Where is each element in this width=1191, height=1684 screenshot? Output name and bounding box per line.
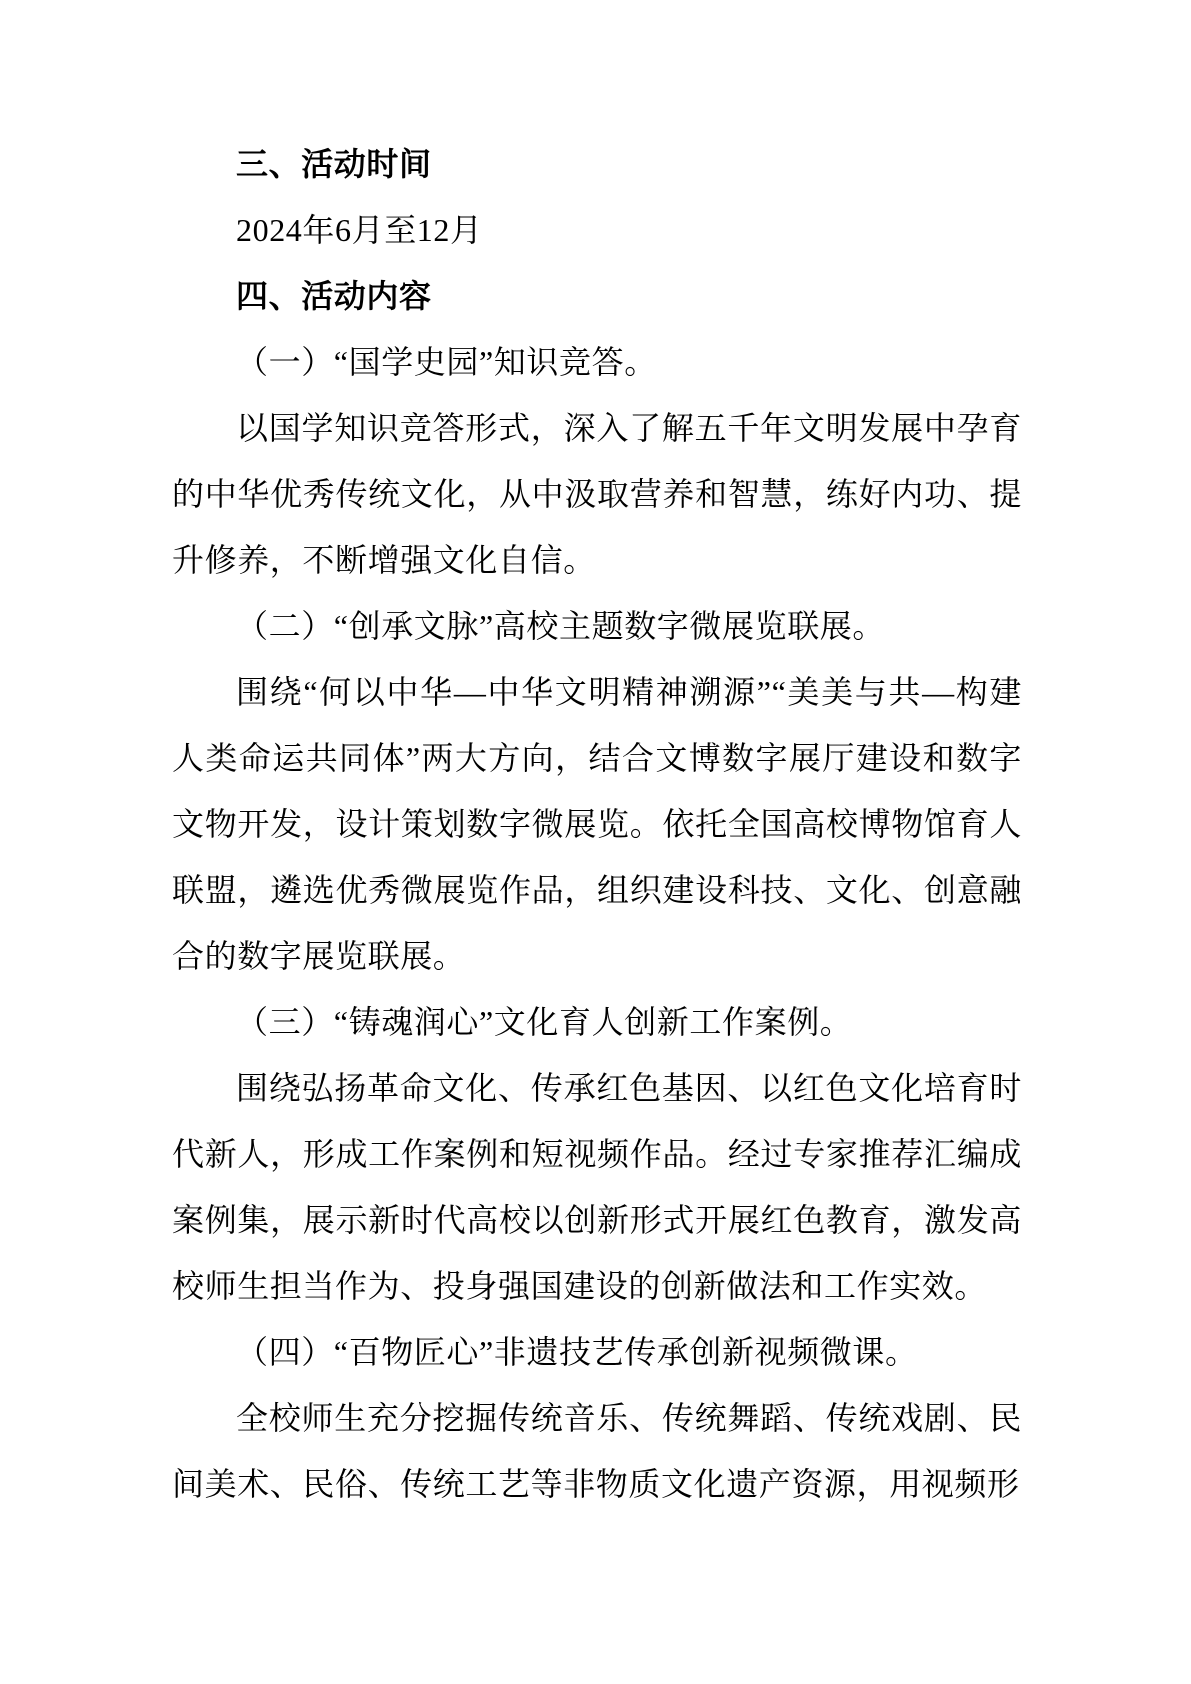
item-title-2-digital-exhibition: （二）“创承文脉”高校主题数字微展览联展。 <box>236 608 886 644</box>
item-body-3-culture-case: 围绕弘扬革命文化、传承红色基因、以红色文化培育时代新人，形成工作案例和短视频作品。经过专家推荐汇编成案例集，展示新时代高校以创新形式开展红色教育，激发高校师生担当作为、投身强国建设的创新做法和工作实效。 <box>172 1070 1022 1304</box>
item-title-3-culture-case: （三）“铸魂润心”文化育人创新工作案例。 <box>236 1004 853 1040</box>
section-heading-activity-content: 四、活动内容 <box>236 278 432 314</box>
item-title-4-heritage-video: （四）“百物匠心”非遗技艺传承创新视频微课。 <box>236 1334 918 1370</box>
item-body-1-knowledge-quiz: 以国学知识竞答形式，深入了解五千年文明发展中孕育的中华优秀传统文化，从中汲取营养和智慧，练好内功、提升修养，不断增强文化自信。 <box>172 410 1022 578</box>
section-heading-activity-time: 三、活动时间 <box>236 146 432 182</box>
item-body-2-digital-exhibition: 围绕“何以中华—中华文明精神溯源”“美美与共—构建人类命运共同体”两大方向，结合文博数字展厅建设和数字文物开发，设计策划数字微展览。依托全国高校博物馆育人联盟，遴选优秀微展览作品，组织建设科技、文化、创意融合的数字展览联展。 <box>172 674 1022 974</box>
paragraph-activity-time-value: 2024年6月至12月 <box>236 212 483 248</box>
item-body-4-heritage-video: 全校师生充分挖掘传统音乐、传统舞蹈、传统戏剧、民间美术、民俗、传统工艺等非物质文化遗产资源，用视频形 <box>172 1400 1022 1502</box>
item-title-1-knowledge-quiz: （一）“国学史园”知识竞答。 <box>236 344 657 380</box>
